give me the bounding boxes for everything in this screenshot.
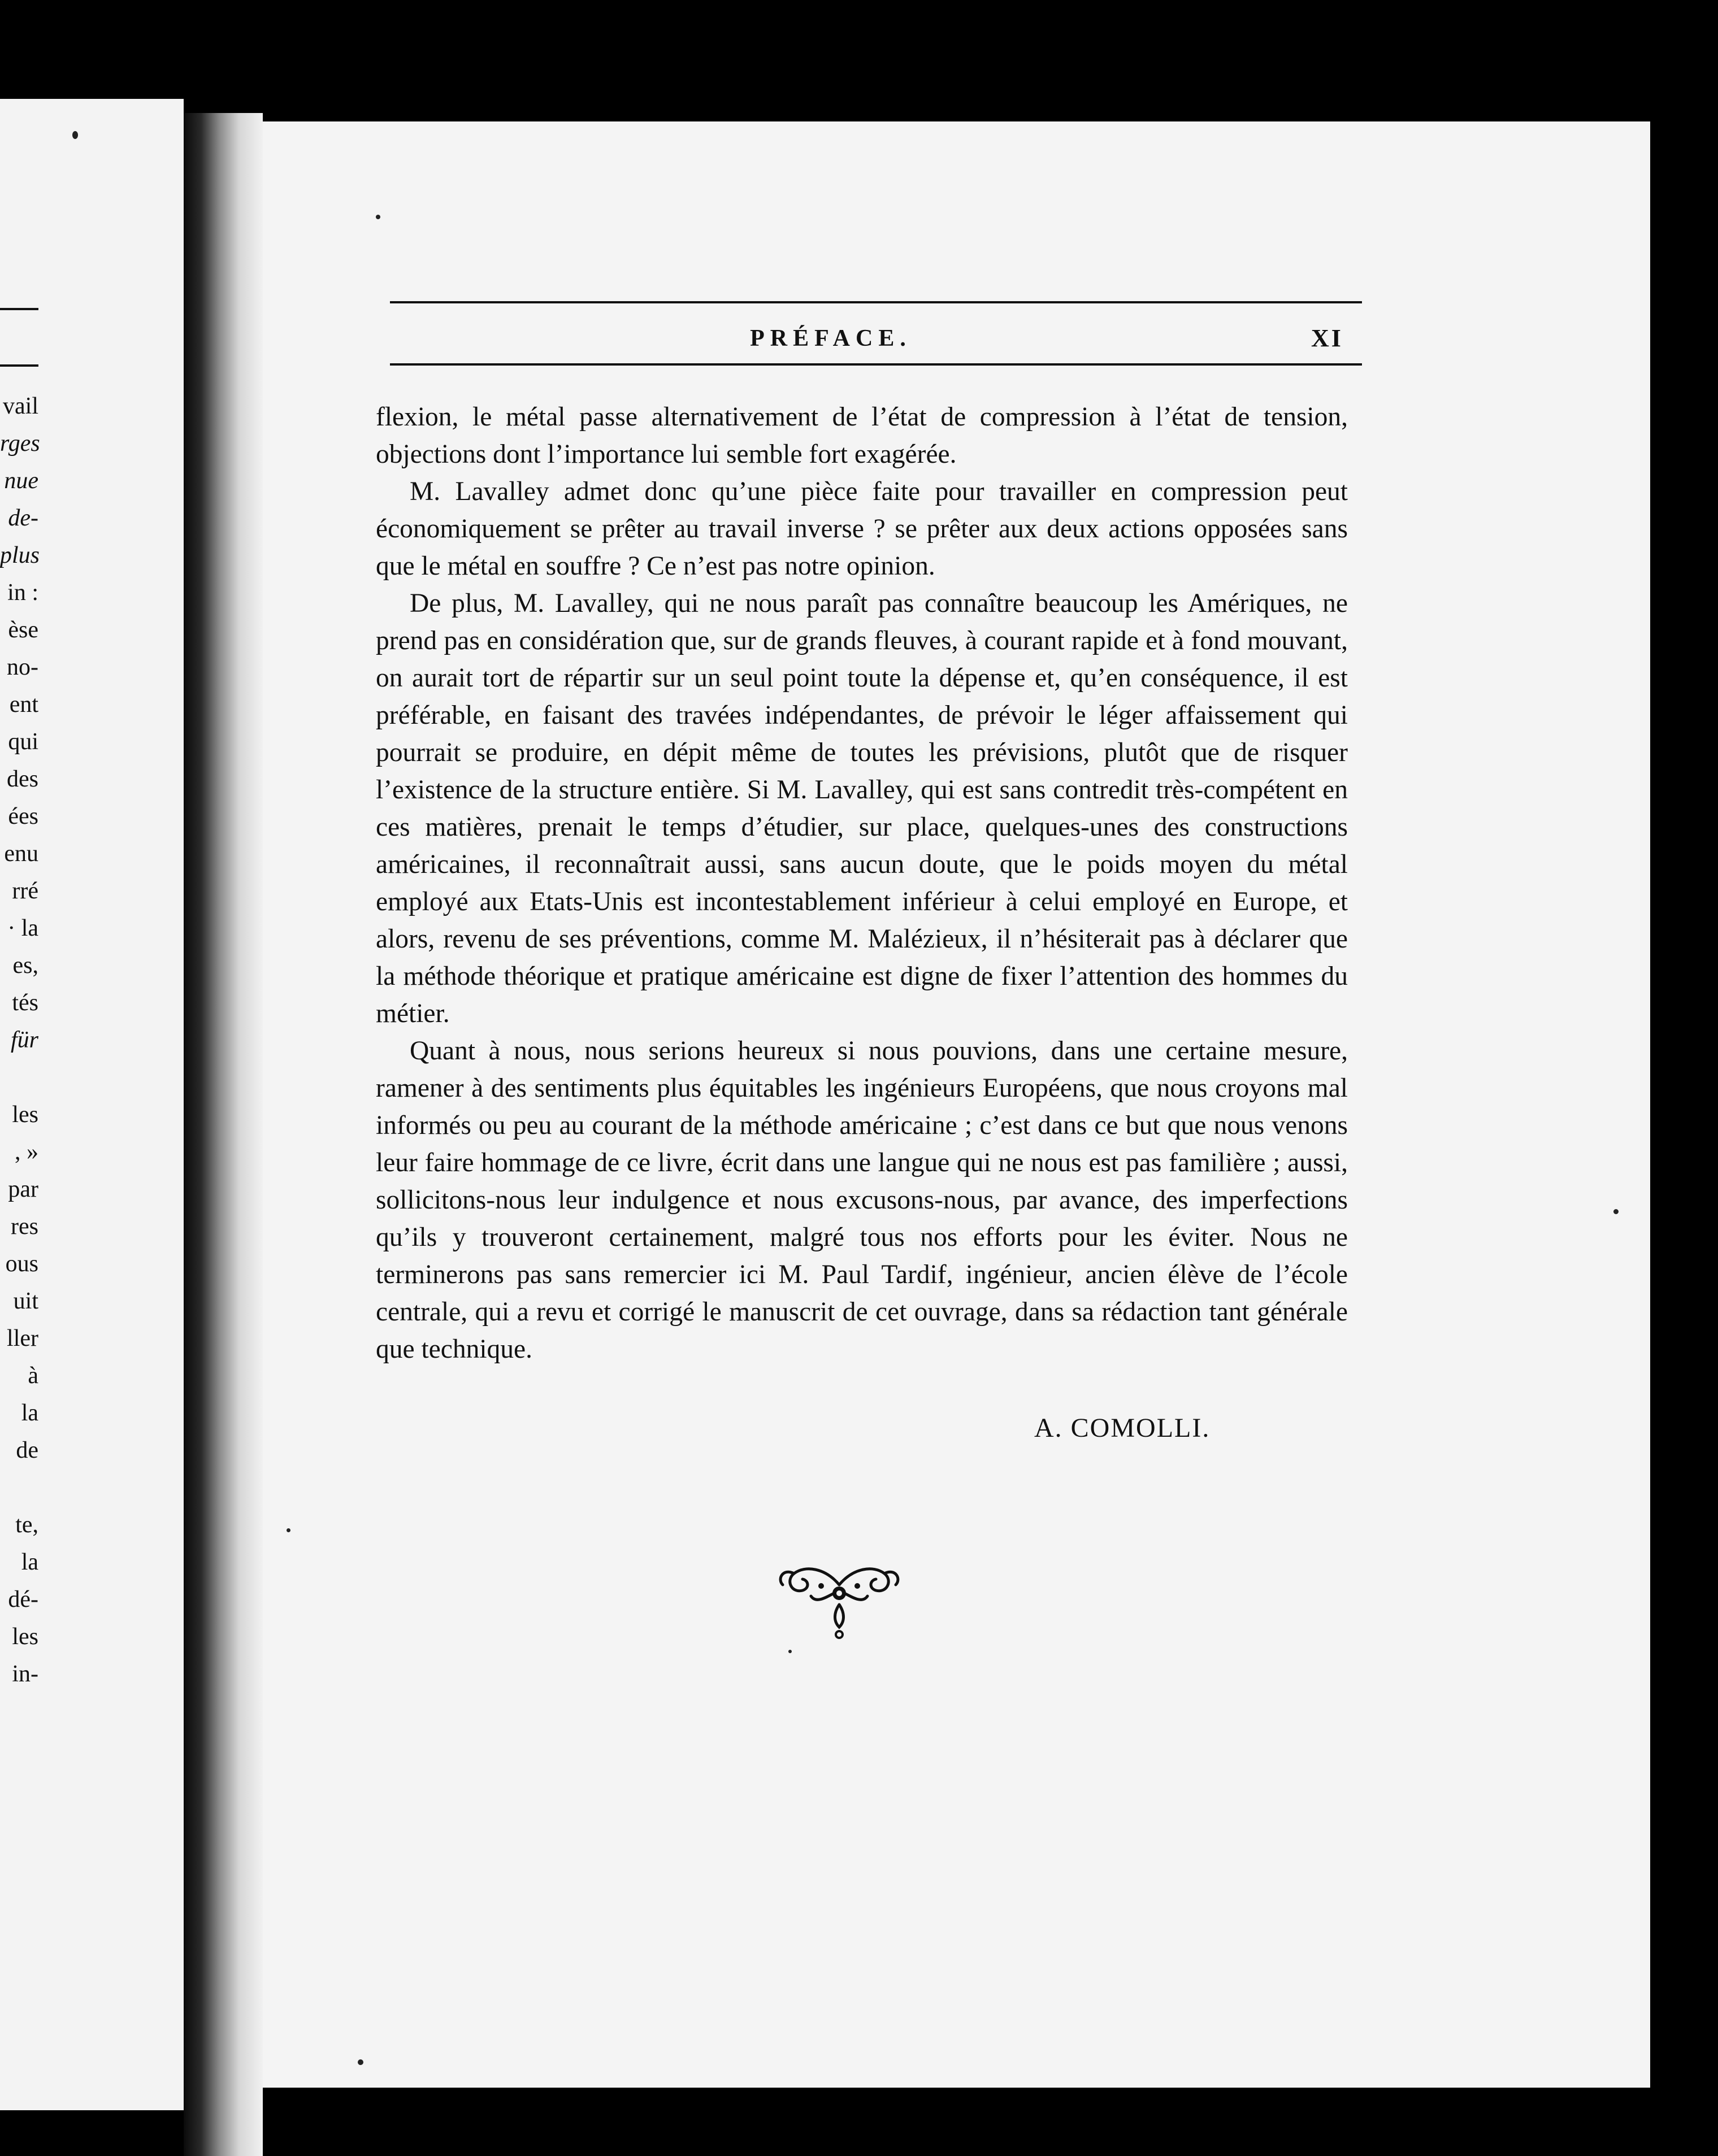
left-page-line: es,: [12, 953, 38, 979]
left-page-line: vail: [3, 393, 38, 419]
paragraph: De plus, M. Lavalley, qui ne nous paraît pas connaître beaucoup les Amériques, ne prend pas en considération que, sur de grands fleuves, à courant rapide et à fond mouvant, on aurait tort de répartir sur un seul point toute la dépense et, qu’en conséquence, il est préférable, en faisant des travées indépendantes, de prévoir le léger affaissement qui pourrait se produire, en dépit même de toutes les prévisions, plutôt que de risquer l’existence de la structure entière. Si M. Lavalley, qui est sans contredit très-compétent en ces matières, prenait le temps d’étudier, sur place, quelques-unes des constructions américaines, il reconnaîtrait aussi, sans aucun doute, que le poids moyen du métal employé aux Etats-Unis est incontestablement inférieur à celui employé en Europe, et alors, revenu de ses préventions, comme M. Malézieux, il n’hésiterait pas à déclarer que la méthode théorique et pratique américaine est digne de fixer l’attention des hommes du métier.: [376, 589, 1348, 1028]
page-number: XI: [1311, 324, 1343, 352]
left-page-line: dé-: [8, 1586, 38, 1612]
main-page: [263, 121, 1650, 2088]
left-page-rule: [0, 364, 38, 367]
left-page-line: les: [12, 1102, 38, 1128]
left-page-line: te,: [15, 1512, 38, 1538]
left-page-line: plus: [0, 542, 40, 568]
body-text: [376, 398, 1348, 1368]
running-head: PRÉFACE.: [750, 325, 912, 351]
left-page-rule: [0, 308, 38, 310]
left-page-line: ées: [8, 803, 38, 829]
left-page-line: enu: [4, 841, 38, 867]
left-page-line: de: [16, 1437, 38, 1463]
left-page-line: uit: [13, 1288, 38, 1314]
paper-speck: [358, 2059, 363, 2065]
paragraph: M. Lavalley admet donc qu’une pièce faite pour travailler en compression peut économiquement se prêter au travail inverse ? se prêter aux deux actions opposées sans que le métal en souffre ? Ce n’est pas notre opinion.: [376, 477, 1348, 581]
left-page-line: les: [12, 1624, 38, 1650]
left-page-line: nue: [4, 468, 38, 494]
fleuron-ornament-icon: [771, 1551, 907, 1641]
left-page-line: de-: [8, 505, 38, 531]
left-page-line: , »: [15, 1139, 38, 1165]
left-page-line: rges: [0, 431, 40, 457]
paper-speck: [72, 131, 78, 139]
left-page-line: für: [10, 1027, 38, 1053]
paragraph: flexion, le métal passe alternativement de l’état de compression à l’état de tension, objections dont l’importance lui semble fort exagérée.: [376, 402, 1348, 469]
left-page-line: ent: [9, 692, 38, 718]
paper-speck: [287, 1528, 290, 1532]
left-page-line: no-: [7, 654, 38, 680]
signature: A. COMOLLI.: [1034, 1413, 1211, 1443]
left-page-line: qui: [8, 729, 38, 755]
header-rule-top: [390, 301, 1362, 303]
paragraph: Quant à nous, nous serions heureux si nous pouvions, dans une certaine mesure, ramener à des sentiments plus équitables les ingénieurs Européens, que nous croyons mal informés ou peu au courant de la méthode américaine ; c’est dans ce but que nous venons leur faire hommage de ce livre, écrit dans une langue qui ne nous est pas familière ; aussi, sollicitons-nous leur indulgence et nous excusons-nous, par avance, des imperfections qu’ils y trouveront certainement, malgré tous nos efforts pour les éviter. Nous ne terminerons pas sans remercier ici M. Paul Tardif, ingénieur, ancien élève de l’école centrale, qui a revu et corrigé le manuscrit de cet ouvrage, dans sa rédaction tant générale que technique.: [376, 1036, 1348, 1364]
left-page-line: tés: [12, 990, 38, 1016]
left-page-line: èse: [8, 617, 38, 643]
left-page-line: ous: [5, 1251, 38, 1277]
header-rule-bottom: [390, 363, 1362, 366]
left-page-line: ller: [7, 1325, 38, 1351]
left-page-line: des: [7, 766, 38, 792]
left-page-line: res: [11, 1214, 38, 1240]
paper-speck: [376, 215, 380, 219]
book-gutter: [184, 113, 263, 2156]
left-page-fragment: [0, 99, 184, 2110]
left-page-line: in :: [7, 580, 38, 606]
left-page-line: à: [28, 1363, 38, 1389]
left-page-line: la: [21, 1400, 38, 1426]
left-page-line: in-: [12, 1661, 38, 1687]
left-page-line: la: [21, 1549, 38, 1575]
left-page-line: · la: [7, 915, 38, 941]
paper-speck: [1613, 1209, 1619, 1214]
left-page-line: par: [8, 1176, 38, 1202]
paper-speck: [788, 1650, 792, 1653]
left-page-line: rré: [12, 878, 38, 904]
